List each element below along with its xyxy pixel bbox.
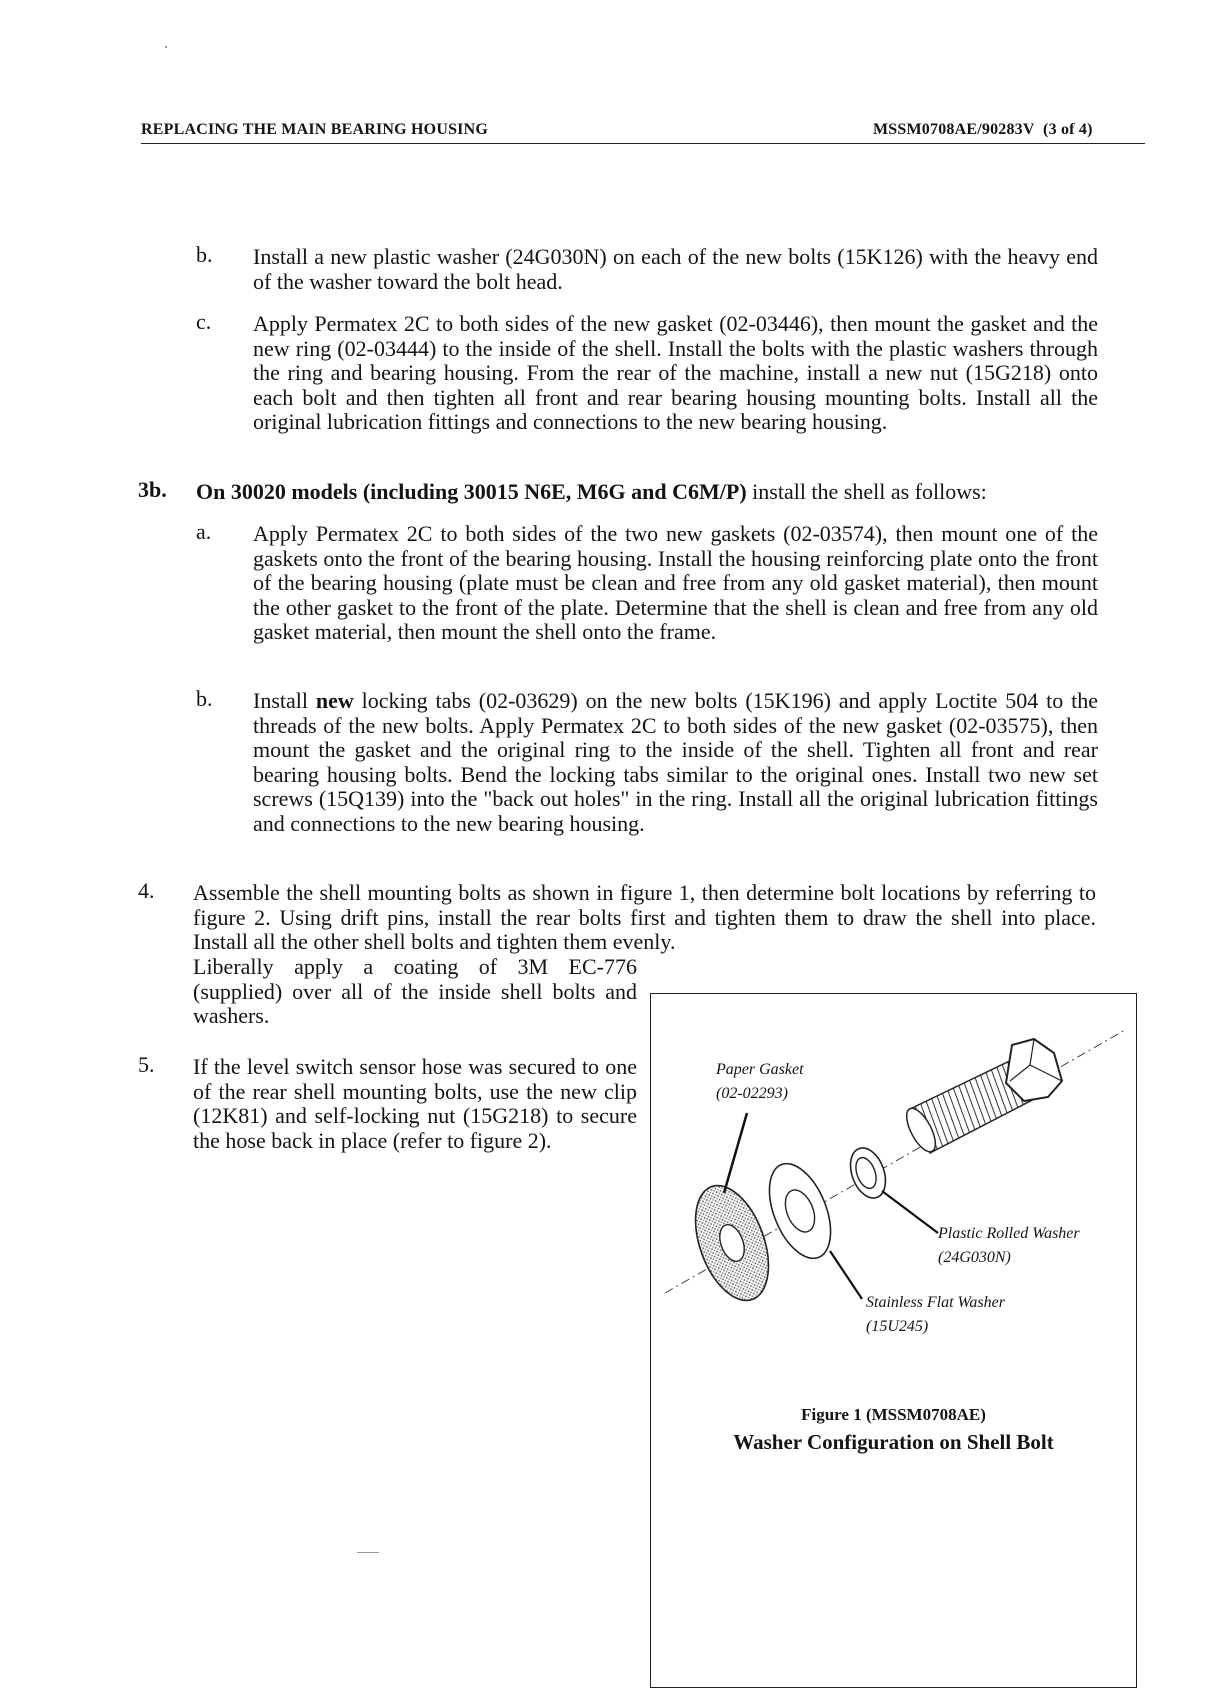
step-a2-text: Apply Permatex 2C to both sides of the two new gaskets (02-03574), then mount one of the gaskets onto the front of the bearing housing. Install the housing reinforcing plate onto the front of the bearing housing (plate must be clean and free from any old gasket material), then mount the other gasket to the front of the plate. Determine that the shell is clean and free from any old gasket material, then mount the shell onto the frame. [253,521,1098,644]
step-3b-bold: On 30020 models (including 30015 N6E, M6G and C6M/P) [196,479,747,504]
step-b2-pre: Install [253,688,316,713]
label-plastic-washer-pn: (24G030N) [938,1249,1011,1266]
step-5-text: If the level switch sensor hose was secured to one of the rear shell mounting bolts, use the new clip (12K81) and self-locking nut (15G218) to secure the hose back in place (refer to figure 2). [193,1054,637,1153]
stainless-flat-washer [757,1155,843,1267]
figure-caption-id: Figure 1 (MSSM0708AE) [801,1405,986,1424]
figure-caption-title: Washer Configuration on Shell Bolt [733,1430,1054,1454]
step-4-text-narrow: Liberally apply a coating of 3M EC-776 (supplied) over all of the inside shell bolts and washers. [193,954,637,1028]
step-4-marker: 4. [138,878,155,903]
step-b2-bold: new [315,688,354,713]
header-rule [141,143,1145,144]
label-plastic-washer: Plastic Rolled Washer [938,1225,1080,1242]
step-5-marker: 5. [138,1052,155,1077]
scan-speck [165,46,167,48]
step-a2-marker: a. [196,519,212,544]
leader-plastic-washer [882,1191,938,1233]
step-4-text-full: Assemble the shell mounting bolts as shown in figure 1, then determine bolt locations by referring to figure 2. Using drift pins, install the rear bolts first and tighten them to draw the shell into place. Install all the other shell bolts and tighten them evenly. [193,880,1096,954]
step-c1-text: Apply Permatex 2C to both sides of the new gasket (02-03446), then mount the gasket and the new ring (02-03444) to the inside of the shell. Install the bolts with the plastic washers through the ring and bearing housing. From the rear of the machine, install a new nut (15G218) onto each bolt and then tighten all front and rear bearing housing mounting bolts. Install all the original lubrication fittings and connections to the new bearing housing. [253,311,1098,434]
leader-flat-washer [830,1251,862,1299]
step-b2-text [253,689,1098,836]
scan-mark [357,1552,379,1553]
label-flat-washer-pn: (15U245) [866,1318,929,1335]
page-indicator: (3 of 4) [1043,121,1093,138]
step-b1-text: Install a new plastic washer (24G030N) on each of the new bolts (15K126) with the heavy end of the washer toward the bolt head. [253,244,1098,294]
label-paper-gasket-pn: (02-02293) [716,1085,788,1102]
label-paper-gasket: Paper Gasket [716,1061,804,1078]
header-doc-id [873,121,1093,139]
step-b1-marker: b. [196,242,213,267]
doc-id: MSSM0708AE/90283V [873,121,1035,138]
bolt-head [1006,1039,1062,1101]
step-3b-text [196,480,1096,505]
step-b2-post: locking tabs (02-03629) on the new bolts (15K196) and apply Loctite 504 to the threads of the new bolts. Apply Permatex 2C to both sides of the new gasket (02-03575), then mount the gasket and the original ring to the inside of the shell. Tighten all front and rear bearing housing bolts. Bend the locking tabs similar to the original ones. Install two new set screws (15Q139) into the "back out holes" in the ring. Install all the original lubrication fittings and connections to the new bearing housing. [253,688,1098,836]
header-title: REPLACING THE MAIN BEARING HOUSING [141,121,488,138]
step-3b-marker: 3b. [138,477,167,502]
label-flat-washer: Stainless Flat Washer [866,1294,1005,1311]
paper-gasket [681,1176,782,1311]
step-3b-rest: install the shell as follows: [746,479,987,504]
step-c1-marker: c. [196,309,212,334]
leader-paper-gasket [724,1113,747,1193]
step-b2-marker: b. [196,686,213,711]
